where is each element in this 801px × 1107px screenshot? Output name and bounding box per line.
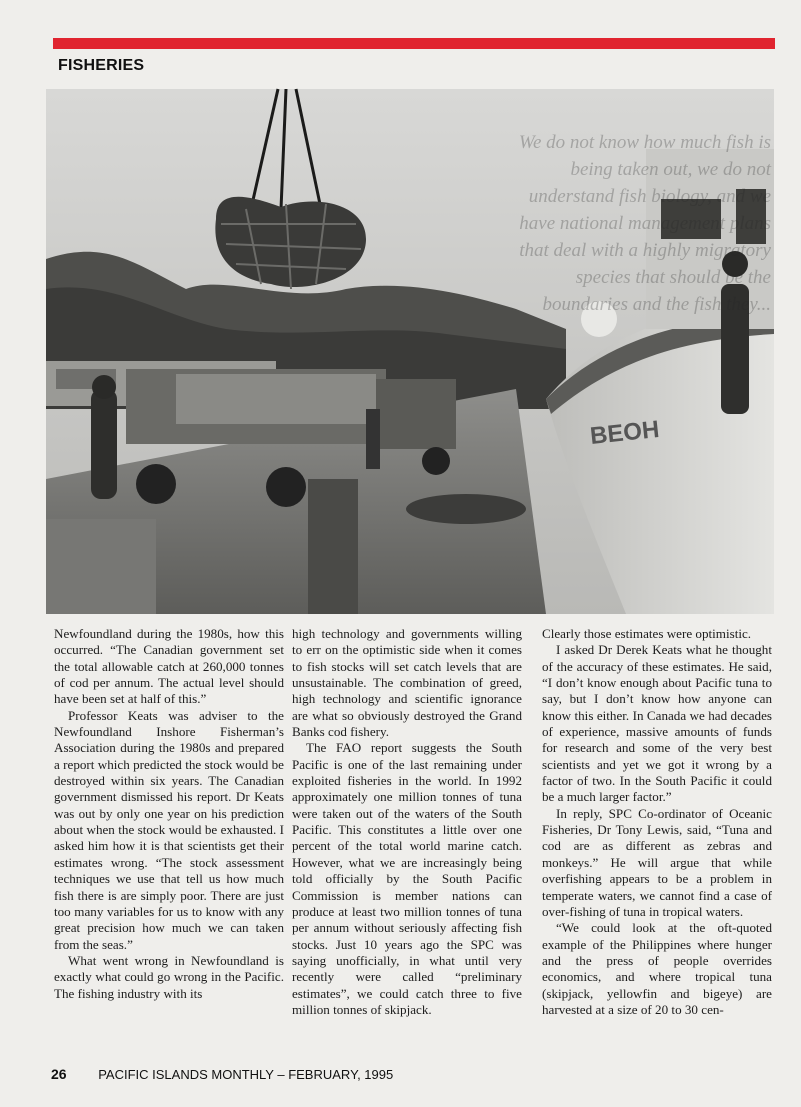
article-photo [46, 89, 774, 614]
paragraph: I asked Dr Derek Keats what he thought of the accuracy of these estimates. He said, “I don’t know enough about Pacific tuna to say, but I don’t know how anyone can know this either. In Canada we had decades of experience, massive amounts of funds for research and some of the very best scientists and yet we got it wrong by a factor of two. In the South Pacific it could be a much larger factor.” [542, 642, 772, 805]
pull-quote-ghost: We do not know how much fish is being taken out, we do not understand fish biology, and we have national management plans that deal with a highly migratory species that should be the boundaries and the fish they... [518, 132, 771, 315]
section-label: FISHERIES [58, 57, 145, 74]
paragraph: high technology and governments willing to err on the optimistic side when it comes to fish stocks will set catch levels that are unsustainable. The combination of greed, high technology and scientific ignorance are what so obviously destroyed the Grand Banks cod fishery. [292, 626, 522, 740]
article-column-1 [54, 626, 284, 1002]
paragraph: Clearly those estimates were optimistic. [542, 626, 752, 641]
paragraph: The FAO report suggests the South Pacific is one of the last remaining under exploited fisheries in the world. In 1992 approximately one million tonnes of tuna were taken out of the waters of the South Pacific. This constitutes a little over one percent of the total world marine catch. However, what we are increasingly being told officially by the South Pacific Commission is member nations can produce at least two million tonnes of tuna per annum without seriously affecting fish stocks. Just 10 years ago the SPC was saying unofficially, in what until very recently were called “preliminary estimates”, we could catch three to five million tonnes of skipjack. [292, 740, 522, 1017]
paragraph: Newfoundland during the 1980s, how this occurred. “The Canadian government set the total allowable catch at 260,000 tonnes of cod per annum. The actual level should have been set at half of this.” [54, 626, 284, 707]
page-footer [51, 1066, 393, 1082]
paragraph: Professor Keats was adviser to the Newfoundland Inshore Fisherman’s Association during the 1980s and prepared a report which predicted the stock would be destroyed within six years. The Canadian government dismissed his report. Dr Keats was out by only one year on his prediction about when the stock would be exhausted. I asked him how it is that scientists get their estimates wrong. “The stock assessment techniques we use that tell us how much fish there is are simply poor. There are just too many variables for us to know with any great precision how much we can taken from the seas.” [54, 707, 284, 952]
article-column-2 [292, 626, 522, 1018]
paragraph: In reply, SPC Co-ordinator of Oceanic Fisheries, Dr Tony Lewis, said, “Tuna and cod are as different as zebras and monkeys.” He will argue that while overfishing appears to be a problem in temperate waters, we cannot find a case of over-fishing of tuna in tropical waters. [542, 805, 772, 919]
article-column-3 [542, 626, 772, 1018]
publication-line: PACIFIC ISLANDS MONTHLY – FEBRUARY, 1995 [98, 1067, 394, 1082]
svg-text:BEOH: BEOH [588, 415, 661, 450]
page-number: 26 [51, 1066, 67, 1082]
paragraph: “We could look at the oft-quoted example of the Philippines where hunger and the press of people overrides economics, and where tropical tuna (skipjack, yellowfin and bigeye) are harvested at a size of 20 to 30 cen- [542, 920, 772, 1017]
paragraph: What went wrong in Newfoundland is exactly what could go wrong in the Pacific. The fishing industry with its [54, 952, 284, 1001]
section-color-bar [53, 38, 775, 49]
